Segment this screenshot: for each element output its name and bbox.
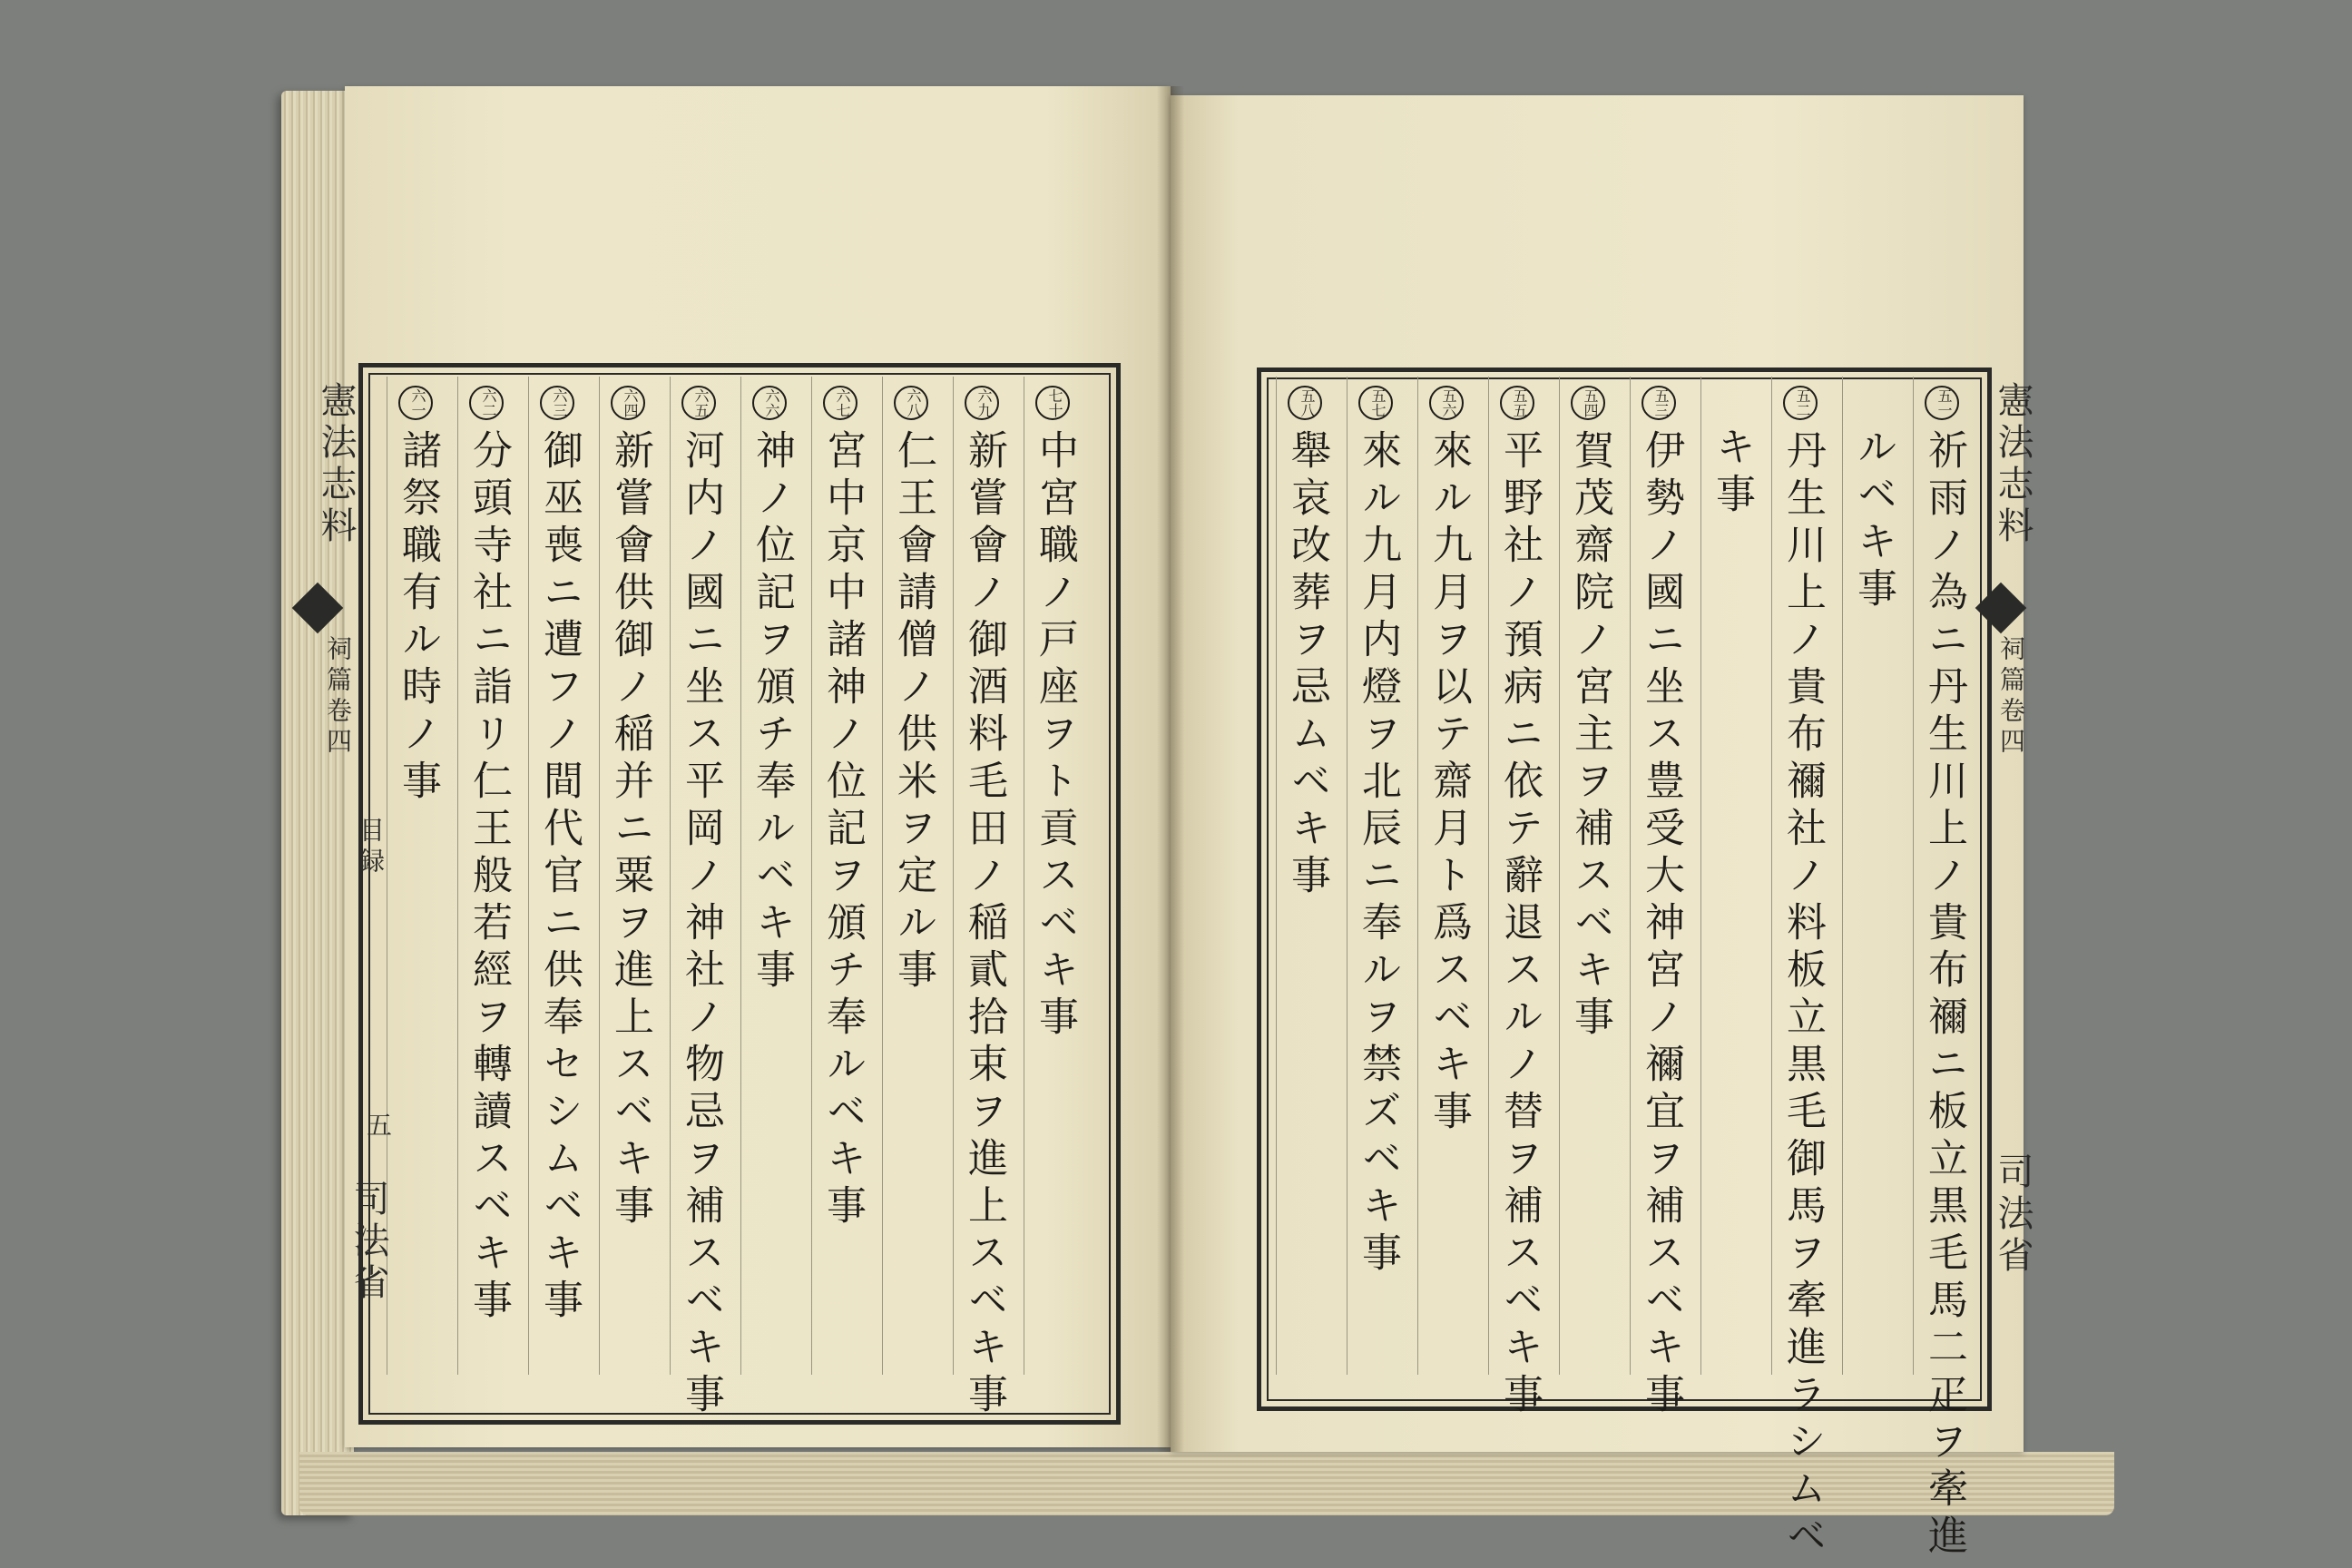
column-rule: [1488, 377, 1489, 1375]
entry-column: [466, 386, 512, 1326]
column-rule: [1559, 377, 1560, 1375]
left-page-number: 五: [363, 1112, 393, 1142]
column-rule: [1913, 377, 1914, 1375]
column-rule: [882, 377, 883, 1375]
column-rule: [740, 377, 741, 1375]
column-rule: [953, 377, 954, 1375]
entry-number-badge: 六一: [398, 386, 433, 420]
entry-text: 河内ノ國ニ坐ス平岡ノ神社ノ物忌ヲ補スベキ事: [678, 429, 724, 1420]
entry-column: [1567, 386, 1613, 1043]
entry-column: [1779, 386, 1826, 1562]
entry-column: [819, 386, 866, 1231]
entry-column: [395, 386, 441, 807]
entry-number-badge: 五七: [1358, 386, 1393, 420]
entry-number-badge: 七十: [1035, 386, 1070, 420]
entry-column: [1709, 386, 1755, 520]
column-rule: [811, 377, 812, 1375]
column-rule: [1771, 377, 1772, 1375]
entry-column: [890, 386, 936, 995]
entry-number-badge: 五五: [1500, 386, 1534, 420]
entry-number-badge: 五一: [1925, 386, 1959, 420]
entry-number-badge: 六二: [469, 386, 504, 420]
entry-column: [536, 386, 583, 1326]
entry-text: 新嘗會ノ御酒料毛田ノ稲貳拾束ヲ進上スベキ事: [961, 429, 1007, 1420]
entry-number-badge: 五三: [1642, 386, 1676, 420]
entry-column: [749, 386, 795, 995]
entry-text: 舉哀改葬ヲ忌ムベキ事: [1284, 429, 1330, 901]
left-margin-title: 憲法志料: [315, 381, 357, 548]
column-rule: [1276, 377, 1277, 1375]
column-rule: [1842, 377, 1843, 1375]
entry-column: [607, 386, 653, 1231]
entry-text: 伊勢ノ國ニ坐ス豊受大神宮ノ禰宜ヲ補スベキ事: [1638, 429, 1684, 1420]
entry-column: [1921, 386, 1967, 1562]
right-publisher: 司法省: [1992, 1152, 2034, 1278]
entry-column: [1850, 386, 1896, 614]
entry-text: 祈雨ノ為ニ丹生川上ノ貴布禰ニ板立黒毛馬二疋ヲ牽進: [1921, 429, 1967, 1562]
entry-text: 來ル九月内燈ヲ北辰ニ奉ルヲ禁ズベキ事: [1355, 429, 1401, 1279]
entry-text: キ事: [1709, 426, 1755, 520]
entry-text: ルベキ事: [1850, 426, 1896, 614]
column-rule: [599, 377, 600, 1375]
entry-number-badge: 六六: [752, 386, 787, 420]
entry-number-badge: 五六: [1429, 386, 1464, 420]
entry-text: 賀茂齋院ノ宮主ヲ補スベキ事: [1567, 429, 1613, 1043]
entry-column: [1355, 386, 1401, 1279]
entry-column: [1496, 386, 1543, 1420]
book-bottom-edge: [299, 1452, 2114, 1515]
column-rule: [670, 377, 671, 1375]
entry-number-badge: 六五: [681, 386, 716, 420]
book-gutter: [1157, 86, 1184, 1452]
entry-number-badge: 六七: [823, 386, 858, 420]
entry-number-badge: 六三: [540, 386, 574, 420]
column-rule: [457, 377, 458, 1375]
entry-text: 中宮職ノ戸座ヲト貢スベキ事: [1032, 429, 1078, 1043]
column-rule: [1347, 377, 1348, 1375]
entry-number-badge: 五二: [1783, 386, 1818, 420]
entry-text: 御巫喪ニ遭フノ間代官ニ供奉セシムベキ事: [536, 429, 583, 1326]
entry-text: 神ノ位記ヲ頒チ奉ルベキ事: [749, 429, 795, 995]
column-rule: [1417, 377, 1418, 1375]
column-rule: [528, 377, 529, 1375]
entry-text: 來ル九月ヲ以テ齋月ト爲スベキ事: [1426, 429, 1472, 1137]
entry-text: 平野社ノ預病ニ依テ辭退スルノ替ヲ補スベキ事: [1496, 429, 1543, 1420]
entry-text: 仁王會請僧ノ供米ヲ定ル事: [890, 429, 936, 995]
entry-number-badge: 六九: [965, 386, 999, 420]
entry-text: 諸祭職有ル時ノ事: [395, 429, 441, 807]
left-margin-label: 目録: [356, 817, 386, 878]
entry-number-badge: 五四: [1571, 386, 1605, 420]
entry-column: [678, 386, 724, 1420]
entry-text: 新嘗會供御ノ稲并ニ粟ヲ進上スベキ事: [607, 429, 653, 1231]
right-margin-sub: 祠篇卷四: [1996, 635, 2026, 759]
entry-text: 宮中京中諸神ノ位記ヲ頒チ奉ルベキ事: [819, 429, 866, 1231]
entry-number-badge: 六四: [611, 386, 645, 420]
left-publisher: 司法省: [348, 1180, 389, 1305]
column-rule: [1630, 377, 1631, 1375]
left-margin-sub: 祠篇卷四: [323, 635, 353, 759]
right-margin-title: 憲法志料: [1992, 381, 2034, 548]
entry-column: [1426, 386, 1472, 1137]
entry-text: 丹生川上ノ貴布禰社ノ料板立黒毛御馬ヲ牽進ラシムベ: [1779, 429, 1826, 1562]
entry-text: 分頭寺社ニ詣リ仁王般若經ヲ轉讀スベキ事: [466, 429, 512, 1326]
entry-column: [961, 386, 1007, 1420]
column-rule: [1700, 377, 1701, 1375]
entry-number-badge: 六八: [894, 386, 928, 420]
entry-column: [1638, 386, 1684, 1420]
entry-column: [1032, 386, 1078, 1043]
entry-column: [1284, 386, 1330, 901]
entry-number-badge: 五八: [1288, 386, 1322, 420]
